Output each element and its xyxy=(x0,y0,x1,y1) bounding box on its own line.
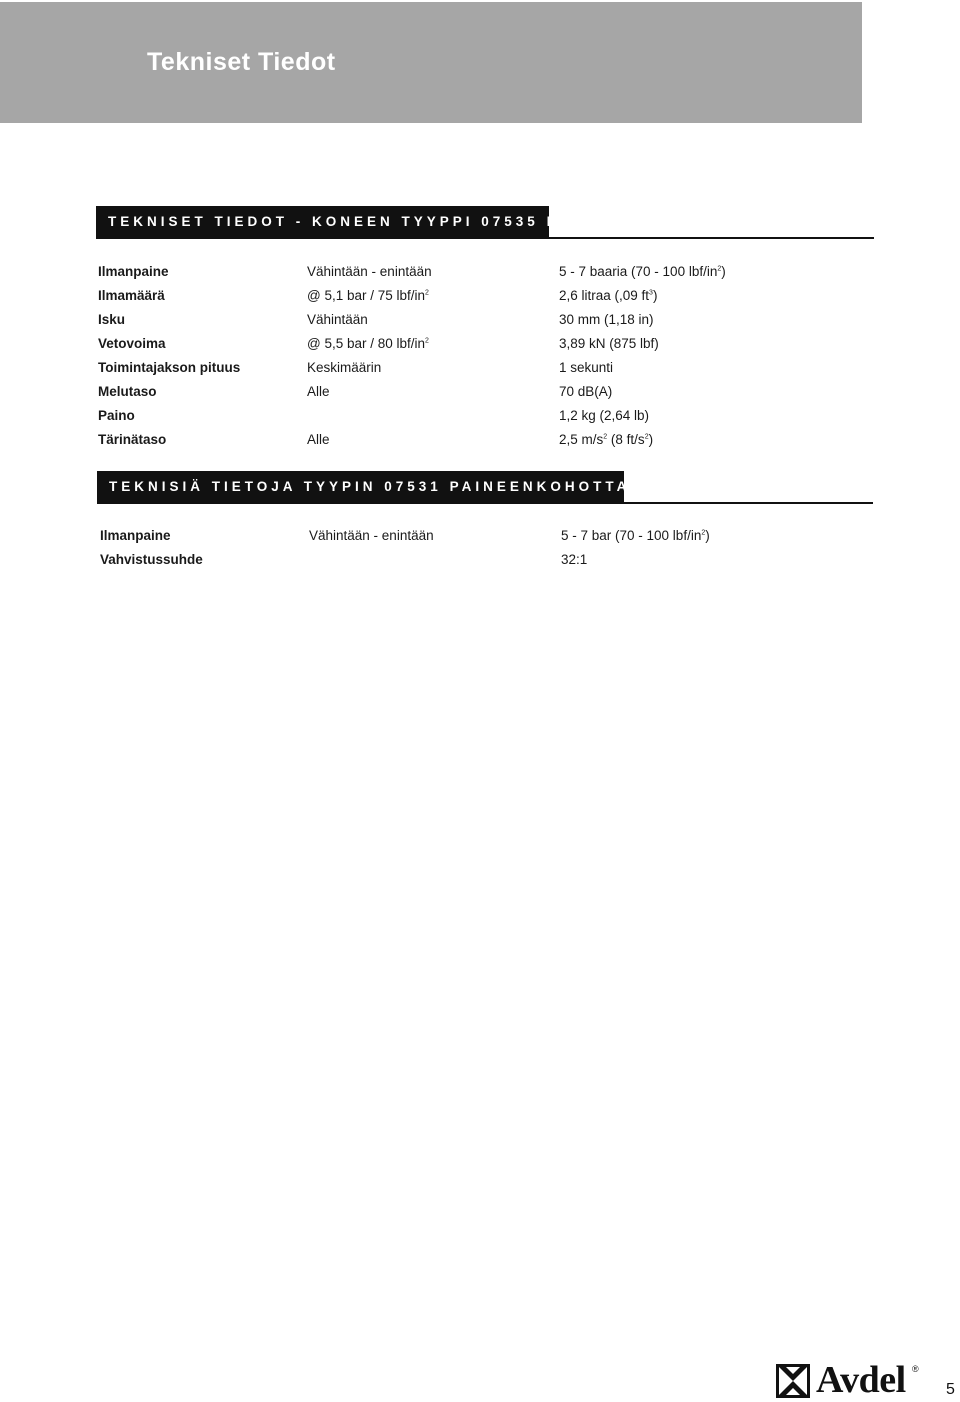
spec-condition: @ 5,1 bar / 75 lbf/$in^2$ xyxy=(307,288,429,303)
spec-condition: @ 5,5 bar / 80 lbf/$in^2$ xyxy=(307,336,429,351)
spec-row xyxy=(0,336,960,360)
spec-value: 5 - 7 bar (70 - 100 lbf/$in^2$) xyxy=(561,528,710,543)
avdel-logo-mark-icon xyxy=(776,1364,810,1398)
page-title: Tekniset Tiedot xyxy=(147,48,336,76)
spec-value: 2,5 $m/s^2$ (8 $ft/s^2$) xyxy=(559,432,654,447)
spec-value: 30 mm (1,18 in) xyxy=(559,312,654,327)
page-number: 5 xyxy=(946,1381,955,1398)
spec-value: 1 sekunti xyxy=(559,360,614,375)
spec-value: 2,6 litraa (,09 $ft^3$) xyxy=(559,288,658,303)
spec-label: Ilmanpaine xyxy=(100,528,171,543)
spec-row xyxy=(0,552,960,576)
spec-label: Vahvistussuhde xyxy=(100,552,203,567)
spec-value: 1,2 kg (2,64 lb) xyxy=(559,408,650,423)
registered-mark: ® xyxy=(912,1364,919,1374)
spec-value: 5 - 7 baaria (70 - 100 lbf/$in^2$) xyxy=(559,264,726,279)
spec-condition: Vähintään - enintään xyxy=(307,264,432,279)
spec-label: Toimintajakson pituus xyxy=(98,360,241,375)
avdel-logo xyxy=(776,1359,926,1401)
section-rule xyxy=(96,237,874,239)
section-title-machine-specs: TEKNISET TIEDOT - KONEEN TYYPPI 07535 MK II xyxy=(96,206,549,238)
spec-row xyxy=(0,384,960,408)
spec-row xyxy=(0,288,960,312)
spec-label: Isku xyxy=(98,312,126,327)
spec-condition: Keskimäärin xyxy=(307,360,382,375)
spec-label: Ilmamäärä xyxy=(98,288,165,303)
spec-label: Ilmanpaine xyxy=(98,264,169,279)
spec-row xyxy=(0,408,960,432)
spec-condition: Vähintään - enintään xyxy=(309,528,434,543)
spec-value: 70 dB(A) xyxy=(559,384,613,399)
spec-row xyxy=(0,312,960,336)
header-band xyxy=(0,2,862,123)
spec-label: Melutaso xyxy=(98,384,157,399)
spec-label: Paino xyxy=(98,408,135,423)
spec-row xyxy=(0,360,960,384)
spec-value: 3,89 kN (875 lbf) xyxy=(559,336,659,351)
spec-row xyxy=(0,528,960,552)
spec-label: Vetovoima xyxy=(98,336,166,351)
spec-value: 32:1 xyxy=(561,552,588,567)
spec-row xyxy=(0,264,960,288)
spec-label: Tärinätaso xyxy=(98,432,167,447)
section-title-booster-specs: TEKNISIÄ TIETOJA TYYPIN 07531 PAINEENKOHOTTAJASTA xyxy=(97,471,624,503)
section-rule xyxy=(97,502,873,504)
spec-condition: Vähintään xyxy=(307,312,368,327)
spec-condition: Alle xyxy=(307,384,330,399)
logo-wordmark: Avdel xyxy=(816,1359,906,1401)
spec-row xyxy=(0,432,960,456)
spec-condition: Alle xyxy=(307,432,330,447)
